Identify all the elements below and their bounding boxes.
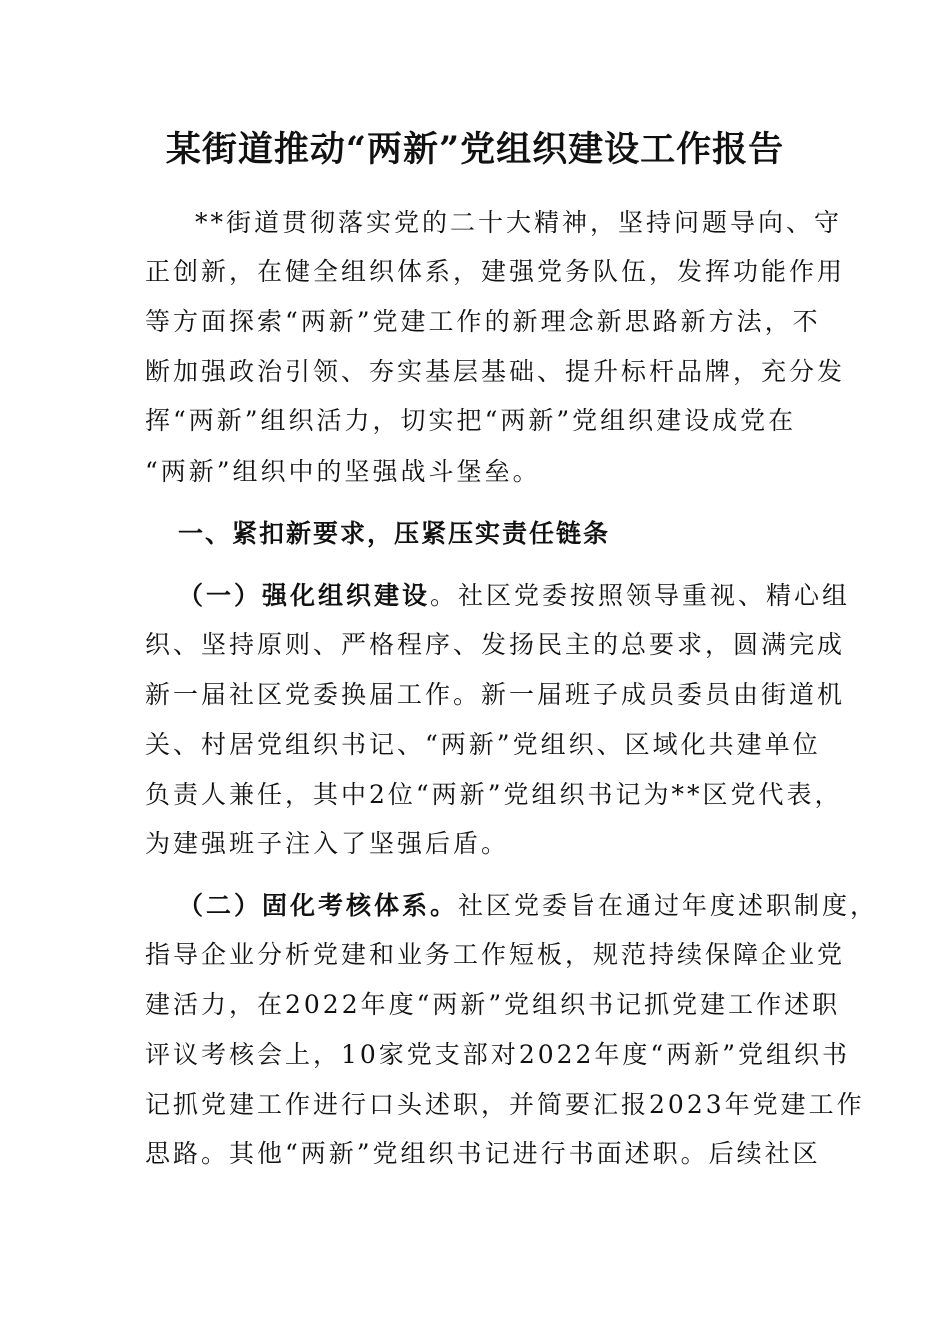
intro-line-5: 挥“两新”组织活力，切实把“两新”党组织建设成党在 <box>145 406 797 435</box>
item2-line-3: 建活力，在2022年度“两新”党组织书记抓党建工作述职 <box>145 990 841 1019</box>
item2-first-rest: 社区党委旨在通过年度述职制度， <box>458 891 879 920</box>
item2-line-4: 评议考核会上，10家党支部对2022年度“两新”党组织书 <box>145 1040 850 1069</box>
item2-lead: （二）固化考核体系。 <box>178 891 459 920</box>
intro-line-4: 断加强政治引领、夯实基层基础、提升标杆品牌，充分发 <box>145 357 846 386</box>
intro-line-2: 正创新，在健全组织体系，建强党务队伍，发挥功能作用 <box>145 257 846 286</box>
item1-lead: （一）强化组织建设 <box>178 581 431 610</box>
intro-line-1: **街道贯彻落实党的二十大精神，坚持问题导向、守 <box>195 208 843 237</box>
item1-line-3: 新一届社区党委换届工作。新一届班子成员委员由街道机 <box>145 680 846 709</box>
item2-line-5: 记抓党建工作进行口头述职，并简要汇报2023年党建工作 <box>145 1090 865 1119</box>
item2-line-6: 思路。其他“两新”党组织书记进行书面述职。后续社区 <box>145 1139 821 1168</box>
section-heading-1: 一、紧扣新要求，压紧压实责任链条 <box>178 519 611 548</box>
item1-first-rest: 。社区党委按照领导重视、精心组 <box>430 581 851 610</box>
item1-line-5: 负责人兼任，其中2位“两新”党组织书记为**区党代表， <box>145 780 843 809</box>
intro-line-3: 等方面探索“两新”党建工作的新理念新思路新方法，不 <box>145 307 821 336</box>
item2-line-2: 指导企业分析党建和业务工作短板，规范持续保障企业党 <box>145 940 846 969</box>
item1-line-4: 关、村居党组织书记、“两新”党组织、区域化共建单位 <box>145 730 821 759</box>
item1-line-6: 为建强班子注入了坚强后盾。 <box>145 829 510 858</box>
intro-line-6: “两新”组织中的坚强战斗堡垒。 <box>145 457 541 486</box>
item1-line-2: 织、坚持原则、严格程序、发扬民主的总要求，圆满完成 <box>145 630 846 659</box>
item1-first-line <box>178 578 850 614</box>
document-title: 某街道推动“两新”党组织建设工作报告 <box>165 129 785 170</box>
item2-first-line <box>178 888 878 924</box>
